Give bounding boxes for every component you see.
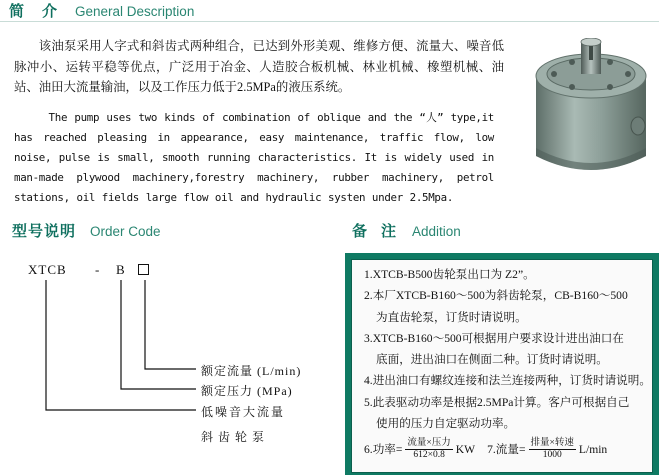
label-rated-pressure: 额定压力 (MPa) xyxy=(201,384,293,398)
note-5-cont: 使用的压力自定驱动功率。 xyxy=(376,417,516,431)
power-denominator: 612×0.8 xyxy=(413,450,445,461)
note-2: 2.本厂XTCB-B160～500为斜齿轮泵，CB-B160～500 xyxy=(364,289,628,303)
note-3: 3.XTCB-B160～500可根据用户要求设计进出油口在 xyxy=(364,331,624,345)
model-code: XTCB xyxy=(28,262,67,277)
note-5: 5.此表驱动功率是根据2.5MPa计算。客户可根据自己 xyxy=(364,395,630,409)
note-2-cont: 为直齿轮泵，订货时请说明。 xyxy=(376,310,527,324)
addition-heading xyxy=(352,220,461,241)
order-title-cn: 型号说明 xyxy=(12,222,77,240)
power-unit: KW xyxy=(455,443,476,457)
flow-fraction xyxy=(529,438,576,461)
general-title-en: General Description xyxy=(75,4,195,19)
order-title-en: Order Code xyxy=(90,224,161,239)
note-3-cont: 底面，进出油口在侧面二种。订货时请说明。 xyxy=(376,353,608,367)
flow-numerator: 排量×转速 xyxy=(530,438,574,449)
label-low-noise: 低噪音大流量 xyxy=(201,405,286,419)
addition-notes xyxy=(351,259,653,473)
description-en: The pump uses two kinds of combination of oblique and the “人” type,it has reached pleasing in appearance, easy maintenance, traffic flow, low noise, pulse is small, smooth running characteristics. It is widely used in man-made plywood machinery,forestry machinery, rubber machinery, petrol stations, oil fields large flow oil and hydraulic systen under 2.5Mpa. xyxy=(14,111,494,204)
power-numerator: 流量×压力 xyxy=(407,438,451,449)
label-helical-gear-pump: 斜齿轮泵 xyxy=(201,430,270,444)
note-1: 1.XTCB-B500齿轮泵出口为 Z2”。 xyxy=(364,268,535,281)
power-label: 6.功率= xyxy=(364,443,403,457)
description-cn: 该油泵采用人字式和斜齿式两种组合，已达到外形美观、维修方便、流量大、噪音低脉冲小、运转平稳等优点，广泛用于冶金、人造胶合板机械、林业机械、橡塑机械、油站、油田大流量输油，以及工作压力低于2.5MPa的液压系统。 xyxy=(14,39,504,94)
general-title-cn: 简介 xyxy=(9,2,76,20)
label-rated-flow: 额定流量 (L/min) xyxy=(201,364,302,378)
model-letter: B xyxy=(116,262,126,277)
addition-title-cn: 备注 xyxy=(352,222,411,240)
flow-unit: L/min xyxy=(578,443,608,457)
formula-row xyxy=(364,438,652,461)
addition-title-en: Addition xyxy=(412,224,461,239)
addition-panel xyxy=(345,253,659,475)
power-fraction xyxy=(405,438,452,461)
flow-denominator: 1000 xyxy=(542,450,562,461)
model-dash: - xyxy=(95,262,101,277)
note-4: 4.进出油口有螺纹连接和法兰连接两种，订货时请说明。 xyxy=(364,374,651,388)
flow-label: 7.流量= xyxy=(487,443,526,457)
